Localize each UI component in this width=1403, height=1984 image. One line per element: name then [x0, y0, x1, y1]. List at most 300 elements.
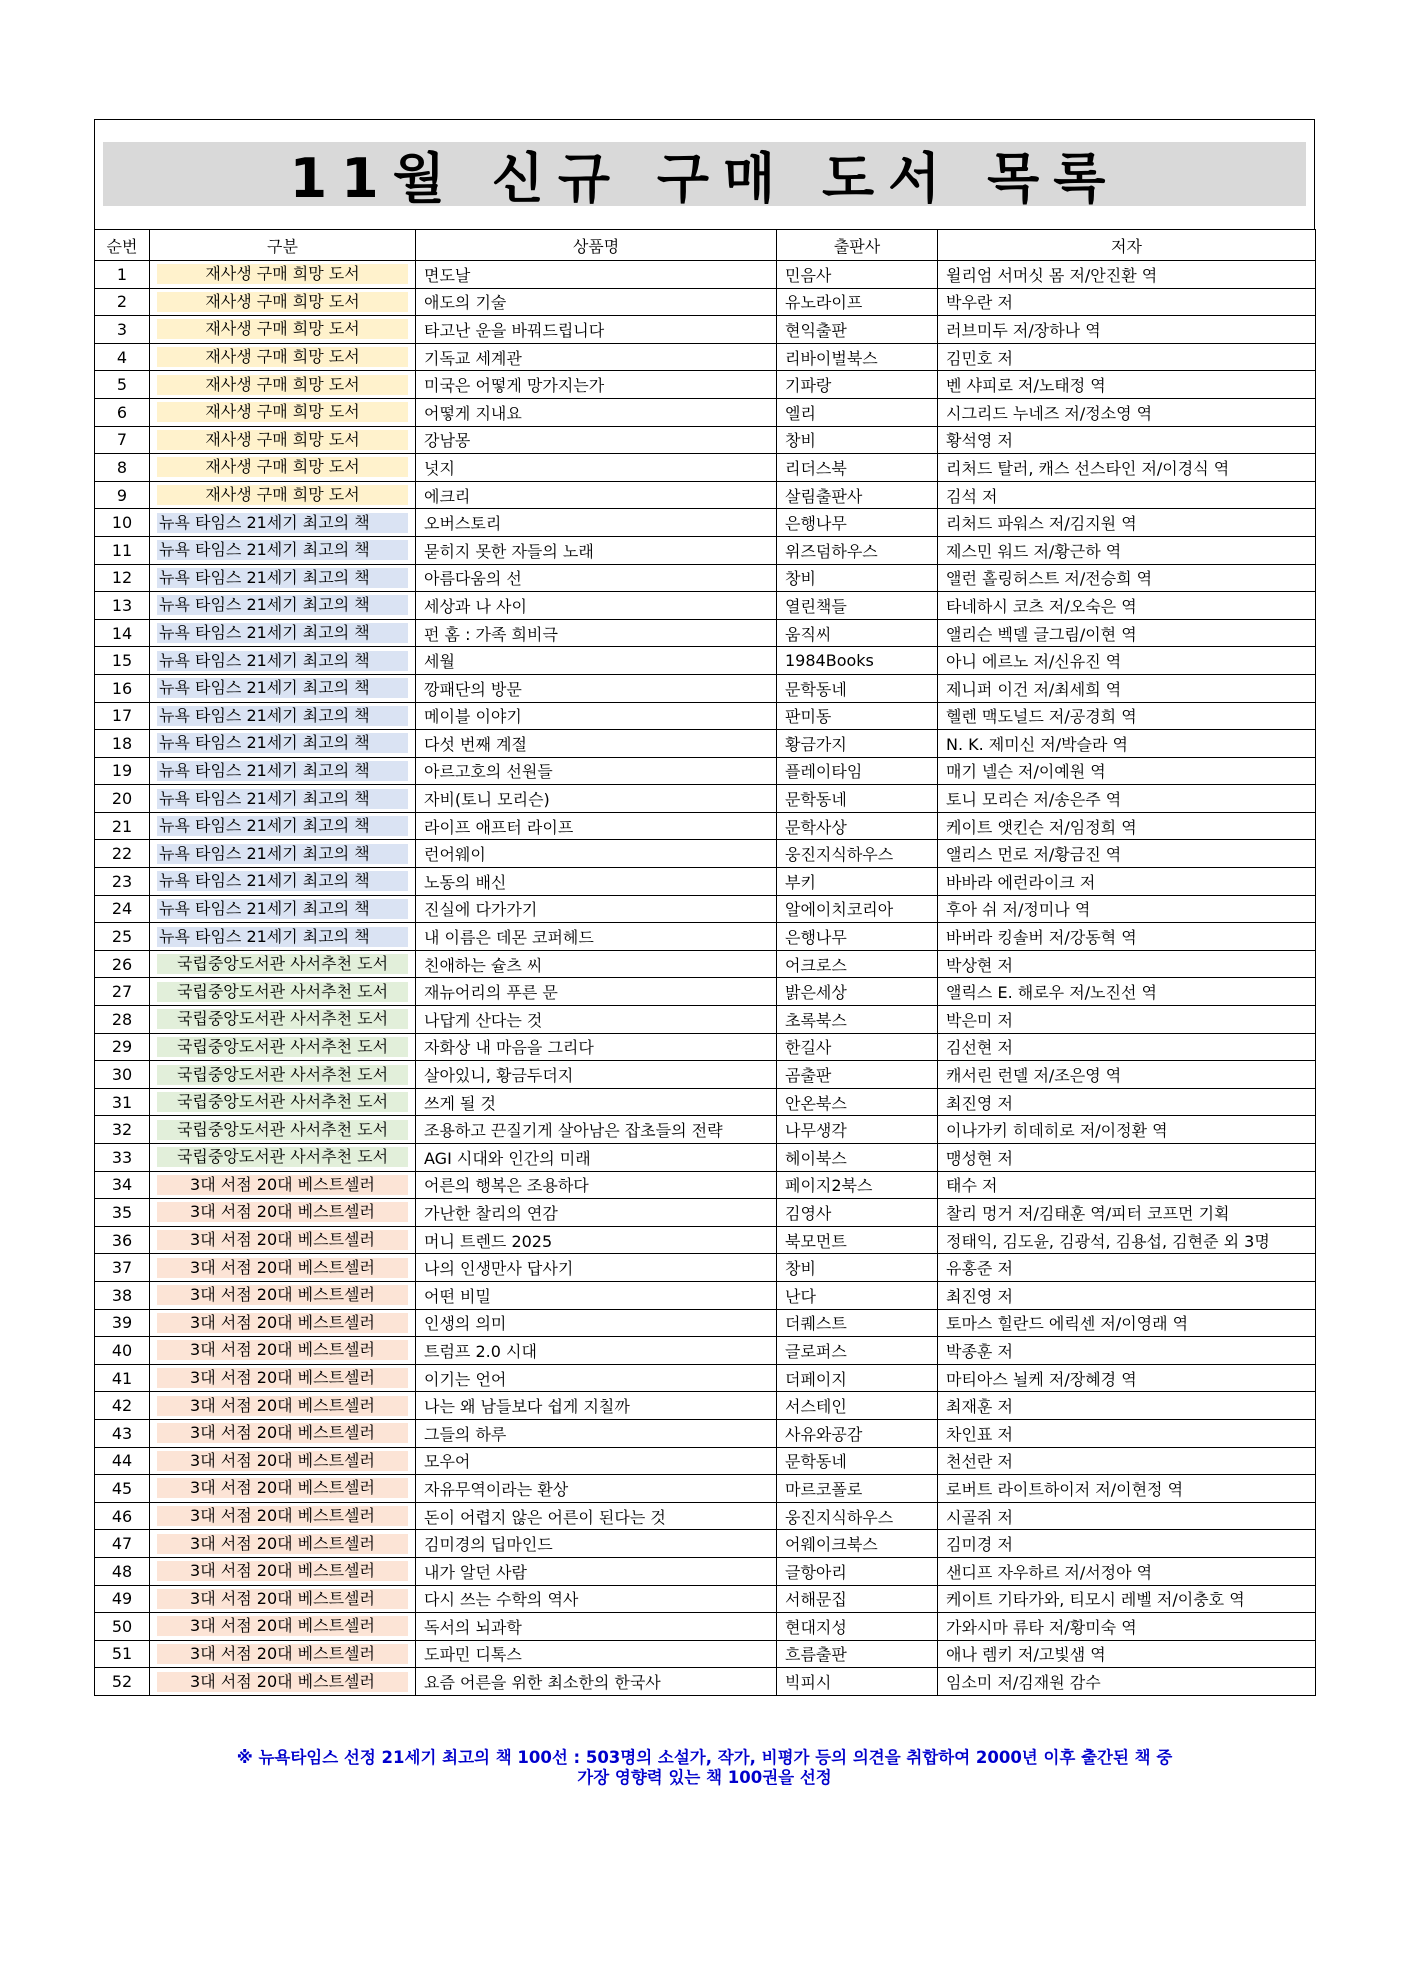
- row-title: 아름다움의 선: [416, 564, 777, 592]
- category-label: 3대 서점 20대 베스트셀러: [157, 1644, 408, 1664]
- row-publisher: 한길사: [777, 1033, 938, 1061]
- category-label: 3대 서점 20대 베스트셀러: [157, 1258, 408, 1278]
- category-label: 재사생 구매 희망 도서: [157, 347, 408, 367]
- row-number: 28: [95, 1006, 150, 1034]
- category-label: 3대 서점 20대 베스트셀러: [157, 1589, 408, 1609]
- row-author: 시골쥐 저: [938, 1502, 1316, 1530]
- row-number: 25: [95, 923, 150, 951]
- row-author: 제스민 워드 저/황근하 역: [938, 536, 1316, 564]
- table-row: [95, 1337, 1316, 1365]
- row-author: 박상현 저: [938, 950, 1316, 978]
- row-title: 그들의 하루: [416, 1419, 777, 1447]
- row-number: 15: [95, 647, 150, 675]
- category-label: 3대 서점 20대 베스트셀러: [157, 1368, 408, 1388]
- header-number: 순번: [95, 230, 150, 261]
- row-category-cell: [150, 1475, 416, 1503]
- title-bar: [103, 142, 1306, 210]
- row-title: 자비(토니 모리슨): [416, 785, 777, 813]
- category-label: 재사생 구매 희망 도서: [157, 430, 408, 450]
- row-number: 19: [95, 757, 150, 785]
- row-author: 김민호 저: [938, 343, 1316, 371]
- table-row: [95, 978, 1316, 1006]
- row-category-cell: [150, 619, 416, 647]
- table-row: [95, 923, 1316, 951]
- row-title: 메이블 이야기: [416, 702, 777, 730]
- row-category-cell: [150, 1254, 416, 1282]
- table-row: [95, 509, 1316, 537]
- row-category-cell: [150, 812, 416, 840]
- row-author: 후아 쉬 저/정미나 역: [938, 895, 1316, 923]
- row-author: 최진영 저: [938, 1088, 1316, 1116]
- table-row: [95, 371, 1316, 399]
- category-label: 국립중앙도서관 사서추천 도서: [157, 1092, 408, 1112]
- row-number: 29: [95, 1033, 150, 1061]
- row-number: 47: [95, 1530, 150, 1558]
- row-publisher: 문학동네: [777, 785, 938, 813]
- row-category-cell: [150, 978, 416, 1006]
- row-title: 머니 트렌드 2025: [416, 1226, 777, 1254]
- category-label: 뉴욕 타임스 21세기 최고의 책: [157, 651, 408, 671]
- table-header-row: [95, 230, 1316, 261]
- row-publisher: 민음사: [777, 261, 938, 289]
- row-publisher: 황금가지: [777, 730, 938, 758]
- row-title: 나답게 산다는 것: [416, 1006, 777, 1034]
- table-row: [95, 785, 1316, 813]
- row-category-cell: [150, 316, 416, 344]
- table-row: [95, 1557, 1316, 1585]
- table-row: [95, 730, 1316, 758]
- row-author: 마티아스 뇔케 저/장혜경 역: [938, 1364, 1316, 1392]
- row-publisher: 웅진지식하우스: [777, 840, 938, 868]
- table-row: [95, 1088, 1316, 1116]
- row-publisher: 현대지성: [777, 1613, 938, 1641]
- row-number: 50: [95, 1613, 150, 1641]
- row-publisher: 부키: [777, 868, 938, 896]
- row-category-cell: [150, 1364, 416, 1392]
- category-label: 뉴욕 타임스 21세기 최고의 책: [157, 761, 408, 781]
- row-number: 45: [95, 1475, 150, 1503]
- category-label: 뉴욕 타임스 21세기 최고의 책: [157, 706, 408, 726]
- category-label: 3대 서점 20대 베스트셀러: [157, 1313, 408, 1333]
- row-publisher: 기파랑: [777, 371, 938, 399]
- row-publisher: 서스테인: [777, 1392, 938, 1420]
- row-author: 제니퍼 이건 저/최세희 역: [938, 674, 1316, 702]
- category-label: 3대 서점 20대 베스트셀러: [157, 1285, 408, 1305]
- row-title: 조용하고 끈질기게 살아남은 잡초들의 전략: [416, 1116, 777, 1144]
- table-row: [95, 757, 1316, 785]
- row-title: 오버스토리: [416, 509, 777, 537]
- category-label: 재사생 구매 희망 도서: [157, 319, 408, 339]
- category-label: 국립중앙도서관 사서추천 도서: [157, 1065, 408, 1085]
- row-number: 41: [95, 1364, 150, 1392]
- category-label: 뉴욕 타임스 21세기 최고의 책: [157, 899, 408, 919]
- row-publisher: 사유와공감: [777, 1419, 938, 1447]
- row-number: 4: [95, 343, 150, 371]
- table-row: [95, 895, 1316, 923]
- row-publisher: 문학동네: [777, 1447, 938, 1475]
- row-author: 앨리슨 벡델 글그림/이현 역: [938, 619, 1316, 647]
- row-category-cell: [150, 1144, 416, 1172]
- row-number: 14: [95, 619, 150, 647]
- table-row: [95, 1116, 1316, 1144]
- row-publisher: 김영사: [777, 1199, 938, 1227]
- row-publisher: 열린책들: [777, 592, 938, 620]
- row-number: 46: [95, 1502, 150, 1530]
- row-category-cell: [150, 1281, 416, 1309]
- row-category-cell: [150, 757, 416, 785]
- row-publisher: 창비: [777, 426, 938, 454]
- category-label: 뉴욕 타임스 21세기 최고의 책: [157, 623, 408, 643]
- table-row: [95, 481, 1316, 509]
- row-publisher: 리더스북: [777, 454, 938, 482]
- table-row: [95, 1226, 1316, 1254]
- row-publisher: 어웨이크북스: [777, 1530, 938, 1558]
- row-title: 런어웨이: [416, 840, 777, 868]
- category-label: 재사생 구매 희망 도서: [157, 485, 408, 505]
- row-category-cell: [150, 509, 416, 537]
- row-number: 12: [95, 564, 150, 592]
- row-category-cell: [150, 1447, 416, 1475]
- row-title: 펀 홈 : 가족 희비극: [416, 619, 777, 647]
- row-author: N. K. 제미신 저/박슬라 역: [938, 730, 1316, 758]
- row-author: 아니 에르노 저/신유진 역: [938, 647, 1316, 675]
- row-title: 기독교 세계관: [416, 343, 777, 371]
- row-publisher: 페이지2북스: [777, 1171, 938, 1199]
- row-category-cell: [150, 923, 416, 951]
- row-author: 샌디프 자우하르 저/서정아 역: [938, 1557, 1316, 1585]
- category-label: 뉴욕 타임스 21세기 최고의 책: [157, 816, 408, 836]
- row-number: 52: [95, 1668, 150, 1696]
- category-label: 뉴욕 타임스 21세기 최고의 책: [157, 789, 408, 809]
- row-title: 강남몽: [416, 426, 777, 454]
- table-row: [95, 1502, 1316, 1530]
- row-author: 임소미 저/김재원 감수: [938, 1668, 1316, 1696]
- row-author: 박종훈 저: [938, 1337, 1316, 1365]
- table-row: [95, 1199, 1316, 1227]
- header-author: 저자: [938, 230, 1316, 261]
- table-row: [95, 950, 1316, 978]
- table-body: [95, 261, 1316, 1696]
- row-title: 다시 쓰는 수학의 역사: [416, 1585, 777, 1613]
- row-author: 케이트 기타가와, 티모시 레벨 저/이충호 역: [938, 1585, 1316, 1613]
- row-category-cell: [150, 564, 416, 592]
- row-number: 35: [95, 1199, 150, 1227]
- row-publisher: 흐름출판: [777, 1640, 938, 1668]
- row-publisher: 엘리: [777, 398, 938, 426]
- row-title: 가난한 찰리의 연감: [416, 1199, 777, 1227]
- row-title: 깡패단의 방문: [416, 674, 777, 702]
- table-row: [95, 1419, 1316, 1447]
- row-number: 9: [95, 481, 150, 509]
- category-label: 국립중앙도서관 사서추천 도서: [157, 1147, 408, 1167]
- row-author: 리처드 탈러, 캐스 선스타인 저/이경식 역: [938, 454, 1316, 482]
- row-publisher: 안온북스: [777, 1088, 938, 1116]
- category-label: 3대 서점 20대 베스트셀러: [157, 1506, 408, 1526]
- book-table: [94, 229, 1316, 1696]
- row-title: 이기는 언어: [416, 1364, 777, 1392]
- row-category-cell: [150, 1419, 416, 1447]
- row-author: 바바라 에런라이크 저: [938, 868, 1316, 896]
- row-publisher: 더페이지: [777, 1364, 938, 1392]
- row-category-cell: [150, 647, 416, 675]
- row-publisher: 플레이타임: [777, 757, 938, 785]
- row-publisher: 곰출판: [777, 1061, 938, 1089]
- category-label: 국립중앙도서관 사서추천 도서: [157, 1037, 408, 1057]
- row-number: 37: [95, 1254, 150, 1282]
- row-author: 앨런 홀링허스트 저/전승희 역: [938, 564, 1316, 592]
- row-publisher: 더퀘스트: [777, 1309, 938, 1337]
- table-row: [95, 564, 1316, 592]
- row-category-cell: [150, 674, 416, 702]
- row-category-cell: [150, 1116, 416, 1144]
- row-number: 32: [95, 1116, 150, 1144]
- row-author: 매기 넬슨 저/이예원 역: [938, 757, 1316, 785]
- row-number: 48: [95, 1557, 150, 1585]
- table-row: [95, 1171, 1316, 1199]
- row-author: 윌리엄 서머싯 몸 저/안진환 역: [938, 261, 1316, 289]
- row-title: 세상과 나 사이: [416, 592, 777, 620]
- row-publisher: 어크로스: [777, 950, 938, 978]
- row-publisher: 움직씨: [777, 619, 938, 647]
- row-title: 면도날: [416, 261, 777, 289]
- row-number: 20: [95, 785, 150, 813]
- row-author: 태수 저: [938, 1171, 1316, 1199]
- header-category: 구분: [150, 230, 416, 261]
- row-author: 러브미두 저/장하나 역: [938, 316, 1316, 344]
- row-publisher: 창비: [777, 564, 938, 592]
- category-label: 3대 서점 20대 베스트셀러: [157, 1423, 408, 1443]
- row-category-cell: [150, 454, 416, 482]
- row-number: 1: [95, 261, 150, 289]
- row-number: 5: [95, 371, 150, 399]
- row-category-cell: [150, 1006, 416, 1034]
- row-title: 트럼프 2.0 시대: [416, 1337, 777, 1365]
- row-number: 17: [95, 702, 150, 730]
- row-publisher: 알에이치코리아: [777, 895, 938, 923]
- row-publisher: 현익출판: [777, 316, 938, 344]
- row-category-cell: [150, 1640, 416, 1668]
- row-author: 캐서린 런델 저/조은영 역: [938, 1061, 1316, 1089]
- row-author: 토마스 힐란드 에릭센 저/이영래 역: [938, 1309, 1316, 1337]
- row-title: 진실에 다가가기: [416, 895, 777, 923]
- row-number: 49: [95, 1585, 150, 1613]
- row-category-cell: [150, 1171, 416, 1199]
- row-category-cell: [150, 950, 416, 978]
- row-author: 앨릭스 E. 해로우 저/노진선 역: [938, 978, 1316, 1006]
- row-publisher: 판미동: [777, 702, 938, 730]
- row-author: 김석 저: [938, 481, 1316, 509]
- row-author: 애나 렘키 저/고빛샘 역: [938, 1640, 1316, 1668]
- row-number: 51: [95, 1640, 150, 1668]
- category-label: 재사생 구매 희망 도서: [157, 402, 408, 422]
- row-author: 앨리스 먼로 저/황금진 역: [938, 840, 1316, 868]
- category-label: 3대 서점 20대 베스트셀러: [157, 1534, 408, 1554]
- row-number: 18: [95, 730, 150, 758]
- row-number: 44: [95, 1447, 150, 1475]
- row-title: AGI 시대와 인간의 미래: [416, 1144, 777, 1172]
- row-category-cell: [150, 1309, 416, 1337]
- row-number: 43: [95, 1419, 150, 1447]
- category-label: 국립중앙도서관 사서추천 도서: [157, 1009, 408, 1029]
- row-title: 아르고호의 선원들: [416, 757, 777, 785]
- table-row: [95, 1613, 1316, 1641]
- table-row: [95, 1033, 1316, 1061]
- row-author: 차인표 저: [938, 1419, 1316, 1447]
- category-label: 3대 서점 20대 베스트셀러: [157, 1175, 408, 1195]
- row-author: 유홍준 저: [938, 1254, 1316, 1282]
- table-row: [95, 674, 1316, 702]
- table-row: [95, 1447, 1316, 1475]
- category-label: 뉴욕 타임스 21세기 최고의 책: [157, 568, 408, 588]
- row-publisher: 리바이벌북스: [777, 343, 938, 371]
- row-publisher: 글항아리: [777, 1557, 938, 1585]
- row-number: 42: [95, 1392, 150, 1420]
- table-row: [95, 261, 1316, 289]
- row-author: 헬렌 맥도널드 저/공경희 역: [938, 702, 1316, 730]
- category-label: 3대 서점 20대 베스트셀러: [157, 1202, 408, 1222]
- row-category-cell: [150, 1613, 416, 1641]
- row-title: 라이프 애프터 라이프: [416, 812, 777, 840]
- row-publisher: 서해문집: [777, 1585, 938, 1613]
- table-row: [95, 702, 1316, 730]
- row-publisher: 마르코폴로: [777, 1475, 938, 1503]
- category-label: 재사생 구매 희망 도서: [157, 375, 408, 395]
- row-category-cell: [150, 371, 416, 399]
- row-author: 케이트 앳킨슨 저/임정희 역: [938, 812, 1316, 840]
- row-publisher: 문학동네: [777, 674, 938, 702]
- row-number: 33: [95, 1144, 150, 1172]
- row-author: 박은미 저: [938, 1006, 1316, 1034]
- row-category-cell: [150, 730, 416, 758]
- row-number: 36: [95, 1226, 150, 1254]
- row-number: 3: [95, 316, 150, 344]
- table-row: [95, 426, 1316, 454]
- row-category-cell: [150, 1557, 416, 1585]
- row-author: 박우란 저: [938, 288, 1316, 316]
- table-row: [95, 1640, 1316, 1668]
- row-title: 재뉴어리의 푸른 문: [416, 978, 777, 1006]
- category-label: 뉴욕 타임스 21세기 최고의 책: [157, 927, 408, 947]
- row-category-cell: [150, 1033, 416, 1061]
- table-row: [95, 1364, 1316, 1392]
- row-title: 내 이름은 데몬 코퍼헤드: [416, 923, 777, 951]
- table-row: [95, 1392, 1316, 1420]
- row-title: 자유무역이라는 환상: [416, 1475, 777, 1503]
- category-label: 뉴욕 타임스 21세기 최고의 책: [157, 871, 408, 891]
- table-row: [95, 592, 1316, 620]
- table-row: [95, 868, 1316, 896]
- table-row: [95, 316, 1316, 344]
- title-section: [94, 119, 1315, 229]
- category-label: 3대 서점 20대 베스트셀러: [157, 1561, 408, 1581]
- row-publisher: 빅피시: [777, 1668, 938, 1696]
- row-author: 천선란 저: [938, 1447, 1316, 1475]
- book-list-sheet: [94, 119, 1315, 1696]
- row-number: 11: [95, 536, 150, 564]
- table-row: [95, 1006, 1316, 1034]
- category-label: 뉴욕 타임스 21세기 최고의 책: [157, 678, 408, 698]
- table-row: [95, 1585, 1316, 1613]
- table-row: [95, 1144, 1316, 1172]
- row-author: 황석영 저: [938, 426, 1316, 454]
- footnote-line-1: ※ 뉴욕타임스 선정 21세기 최고의 책 100선 : 503명의 소설가, 작가, 비평가 등의 의견을 취합하여 2000년 이후 출간된 책 중: [236, 1748, 1173, 1767]
- row-title: 애도의 기술: [416, 288, 777, 316]
- row-publisher: 문학사상: [777, 812, 938, 840]
- row-title: 어떻게 지내요: [416, 398, 777, 426]
- row-publisher: 초록북스: [777, 1006, 938, 1034]
- table-row: [95, 1061, 1316, 1089]
- table-row: [95, 454, 1316, 482]
- row-title: 다섯 번째 계절: [416, 730, 777, 758]
- row-title: 살아있니, 황금두더지: [416, 1061, 777, 1089]
- row-title: 에크리: [416, 481, 777, 509]
- row-number: 27: [95, 978, 150, 1006]
- category-label: 3대 서점 20대 베스트셀러: [157, 1451, 408, 1471]
- table-row: [95, 812, 1316, 840]
- row-category-cell: [150, 1502, 416, 1530]
- row-category-cell: [150, 592, 416, 620]
- row-category-cell: [150, 536, 416, 564]
- row-author: 최재훈 저: [938, 1392, 1316, 1420]
- row-title: 어른의 행복은 조용하다: [416, 1171, 777, 1199]
- header-title: 상품명: [416, 230, 777, 261]
- row-number: 2: [95, 288, 150, 316]
- table-row: [95, 1530, 1316, 1558]
- row-author: 바버라 킹솔버 저/강동혁 역: [938, 923, 1316, 951]
- row-author: 김선현 저: [938, 1033, 1316, 1061]
- row-title: 요즘 어른을 위한 최소한의 한국사: [416, 1668, 777, 1696]
- row-publisher: 밝은세상: [777, 978, 938, 1006]
- row-category-cell: [150, 1226, 416, 1254]
- row-category-cell: [150, 785, 416, 813]
- row-author: 찰리 멍거 저/김태훈 역/피터 코프먼 기획: [938, 1199, 1316, 1227]
- row-category-cell: [150, 261, 416, 289]
- category-label: 뉴욕 타임스 21세기 최고의 책: [157, 540, 408, 560]
- row-author: 맹성현 저: [938, 1144, 1316, 1172]
- row-category-cell: [150, 702, 416, 730]
- row-number: 23: [95, 868, 150, 896]
- row-title: 어떤 비밀: [416, 1281, 777, 1309]
- row-category-cell: [150, 1585, 416, 1613]
- row-category-cell: [150, 481, 416, 509]
- row-publisher: 나무생각: [777, 1116, 938, 1144]
- row-number: 16: [95, 674, 150, 702]
- row-number: 7: [95, 426, 150, 454]
- row-number: 26: [95, 950, 150, 978]
- row-title: 나는 왜 남들보다 쉽게 지칠까: [416, 1392, 777, 1420]
- category-label: 3대 서점 20대 베스트셀러: [157, 1230, 408, 1250]
- table-row: [95, 398, 1316, 426]
- row-author: 리처드 파워스 저/김지원 역: [938, 509, 1316, 537]
- category-label: 재사생 구매 희망 도서: [157, 457, 408, 477]
- table-row: [95, 619, 1316, 647]
- row-title: 인생의 의미: [416, 1309, 777, 1337]
- row-category-cell: [150, 426, 416, 454]
- header-publisher: 출판사: [777, 230, 938, 261]
- row-number: 8: [95, 454, 150, 482]
- row-publisher: 은행나무: [777, 923, 938, 951]
- row-category-cell: [150, 398, 416, 426]
- row-publisher: 위즈덤하우스: [777, 536, 938, 564]
- row-publisher: 헤이북스: [777, 1144, 938, 1172]
- table-row: [95, 840, 1316, 868]
- category-label: 3대 서점 20대 베스트셀러: [157, 1672, 408, 1692]
- row-title: 친애하는 슐츠 씨: [416, 950, 777, 978]
- row-number: 21: [95, 812, 150, 840]
- row-number: 22: [95, 840, 150, 868]
- row-publisher: 은행나무: [777, 509, 938, 537]
- row-category-cell: [150, 1668, 416, 1696]
